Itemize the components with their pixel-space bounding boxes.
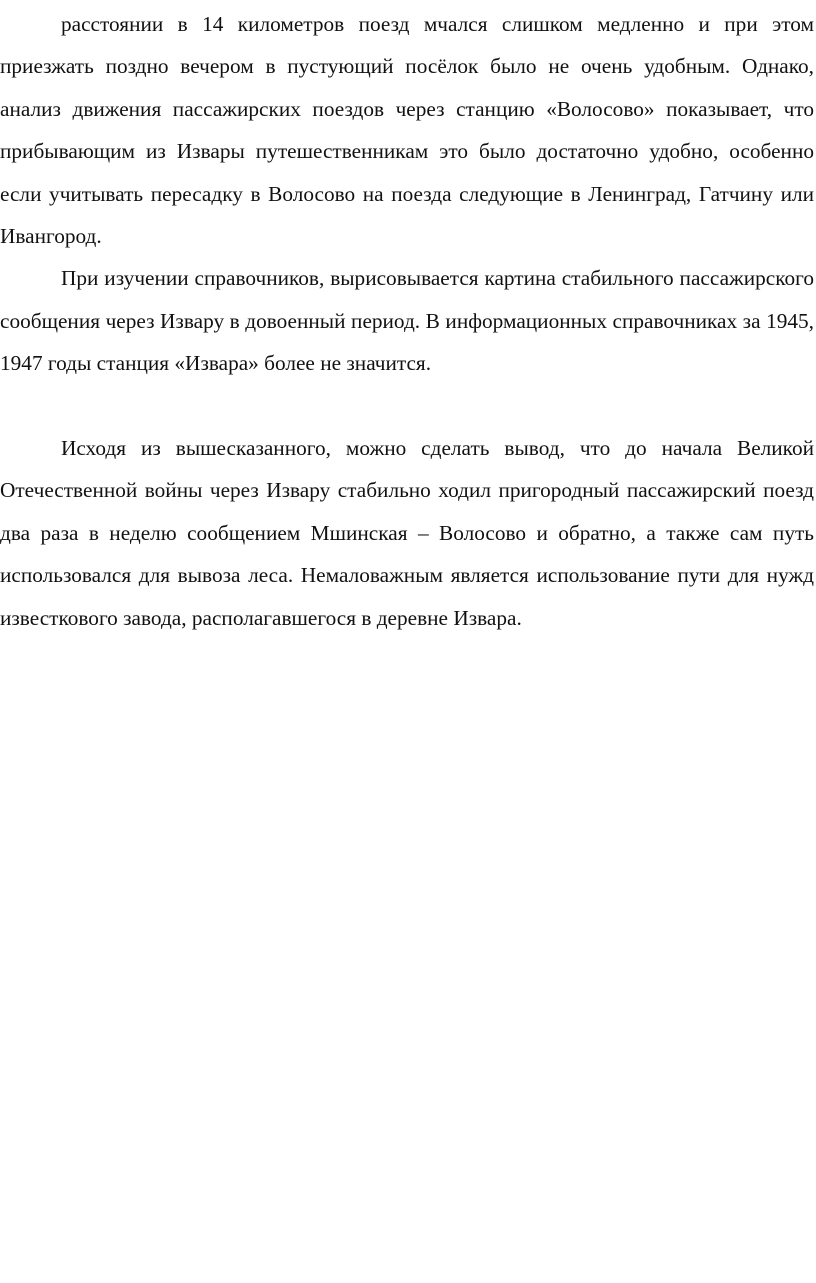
- paragraph-3: Исходя из вышесказанного, можно сделать вывод, что до начала Великой Отечественной войны через Извару стабильно ходил пригородный пассажирский поезд два раза в неделю сообщением Мшинская – Волосово и обратно, а также сам путь использовался для вывоза леса. Немаловажным является использование пути для нужд известкового завода, располагавшегося в деревне Извара.: [0, 436, 814, 630]
- paragraph-1: расстоянии в 14 километров поезд мчался слишком медленно и при этом приезжать поздно вечером в пустующий посёлок было не очень удобным. Однако, анализ движения пассажирских поездов через станцию «Волосово» показывает, что прибывающим из Извары путешественникам это было достаточно удобно, особенно если учитывать пересадку в Волосово на поезда следующие в Ленинград, Гатчину или Ивангород.: [0, 12, 814, 249]
- text-block: [0, 3, 814, 639]
- paragraph-2: При изучении справочников, вырисовывается картина стабильного пассажирского сообщения через Извару в довоенный период. В информационных справочниках за 1945, 1947 годы станция «Извара» более не значится.: [0, 266, 814, 376]
